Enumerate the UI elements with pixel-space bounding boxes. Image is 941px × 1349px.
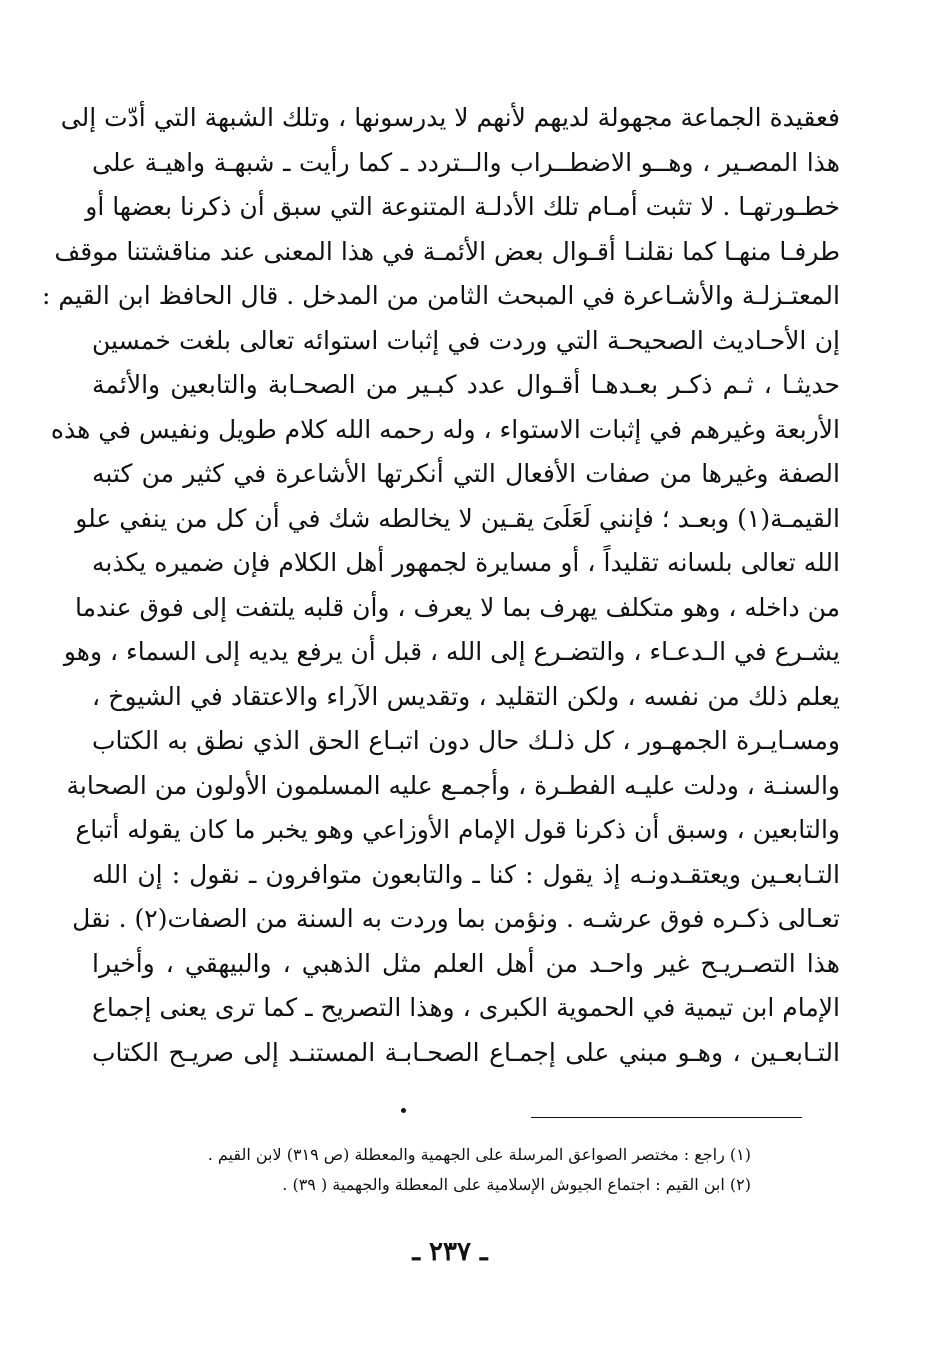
text-line: طرفـا منهـا كما نقلنـا أقـوال بعض الأئمـة في هذا المعنى عند مناقشتنا موقف xyxy=(54,236,840,266)
footnote-1: (١) راجع : مختصر الصواعق المرسلة على الجهمية والمعطلة (ص ٣١٩) لابن القيم . xyxy=(207,1145,751,1164)
text-line: والسنـة ، ودلت عليـه الفطـرة ، وأجمـع عليه المسلمون الأولون من الصحابة xyxy=(66,770,840,800)
text-line: الصفة وغيرها من صفات الأفعال التي أنكرتها الأشاعرة في كثير من كتبه xyxy=(92,459,840,488)
page-number: ـ ٢٣٧ ـ xyxy=(412,1237,488,1267)
text-line: المعتـزلـة والأشـاعرة في المبحث الثامن من المدخل . قال الحافظ ابن القيم : xyxy=(42,281,840,310)
text-line: والتابعين ، وسبق أن ذكرنا قول الإمام الأوزاعي وهو يخبر ما كان يقوله أتباع xyxy=(75,815,840,844)
footnote-2: (٢) ابن القيم : اجتماع الجيوش الإسلامية على المعطلة والجهمية ( ٣٩) . xyxy=(282,1175,751,1194)
ink-dot xyxy=(401,1108,406,1113)
text-line: خطـورتهـا . لا تثبت أمـام تلك الأدلـة المتنوعة التي سبق أن ذكرنا بعضها أو xyxy=(85,192,840,221)
text-line: ومسـايـرة الجمهـور ، كل ذلـك حال دون اتبـاع الحق الذي نطق به الكتاب xyxy=(92,726,840,755)
text-line: الإمام ابن تيمية في الحموية الكبرى ، وهذا التصريح ـ كما ترى يعنى إجماع xyxy=(92,993,840,1022)
text-line: التـابعـين ، وهـو مبني على إجمـاع الصحـابـة المستنـد إلى صريـح الكتاب xyxy=(92,1037,840,1067)
footnotes xyxy=(151,1140,751,1200)
text-line: القيمـة(١) وبعـد ؛ فإنني لَعَلَىَ يقـين لا يخالطه شك في أن كل من ينفي علو xyxy=(75,503,840,533)
text-line: يعلم ذلك من نفسه ، ولكن التقليد ، وتقديس الآراء والاعتقاد في الشيوخ ، xyxy=(92,681,840,711)
text-line: الله تعالى بلسانه تقليداً ، أو مسايرة لجمهور أهل الكلام فإن ضميره يكذبه xyxy=(92,548,840,577)
text-line: الأربعة وغيرهم في إثبات الاستواء ، وله رحمه الله كلام طويل ونفيس في هذه xyxy=(50,414,840,444)
text-line: التـابعـين ويعتقـدونـه إذ يقول : كنا ـ والتابعون متوافرون ـ نقول : إن الله xyxy=(92,859,840,889)
text-line: فعقيدة الجماعة مجهولة لديهم لأنهم لا يدرسونها ، وتلك الشبهة التي أدّت إلى xyxy=(60,103,840,132)
text-line: من داخله ، وهو متكلف يهرف بما لا يعرف ، وأن قلبه يلتفت إلى فوق عندما xyxy=(74,592,840,622)
body-text xyxy=(42,96,840,1075)
text-line: هذا التصـريـح غير واحـد من أهل العلم مثل الذهبي ، والبيهقي ، وأخيرا xyxy=(92,948,840,978)
text-line: تعـالى ذكـره فوق عرشـه . ونؤمن بما وردت به السنة من الصفات(٢) . نقل xyxy=(72,904,840,933)
text-line: حديثـا ، ثـم ذكـر بعـدهـا أقـوال عدد كبـير من الصحـابة والتابعين والأئمة xyxy=(92,370,840,399)
text-line: إن الأحـاديث الصحيحـة التي وردت في إثبات استوائه تعالى بلغت خمسين xyxy=(92,325,840,355)
text-line: يشـرع في الـدعـاء ، والتضـرع إلى الله ، قبل أن يرفع يديه إلى السماء ، وهو xyxy=(63,637,840,666)
footnote-divider xyxy=(531,1117,802,1118)
text-line: هذا المصـير ، وهــو الاضطــراب والــتردد ـ كما رأيت ـ شبهـة واهيـة على xyxy=(92,147,840,177)
